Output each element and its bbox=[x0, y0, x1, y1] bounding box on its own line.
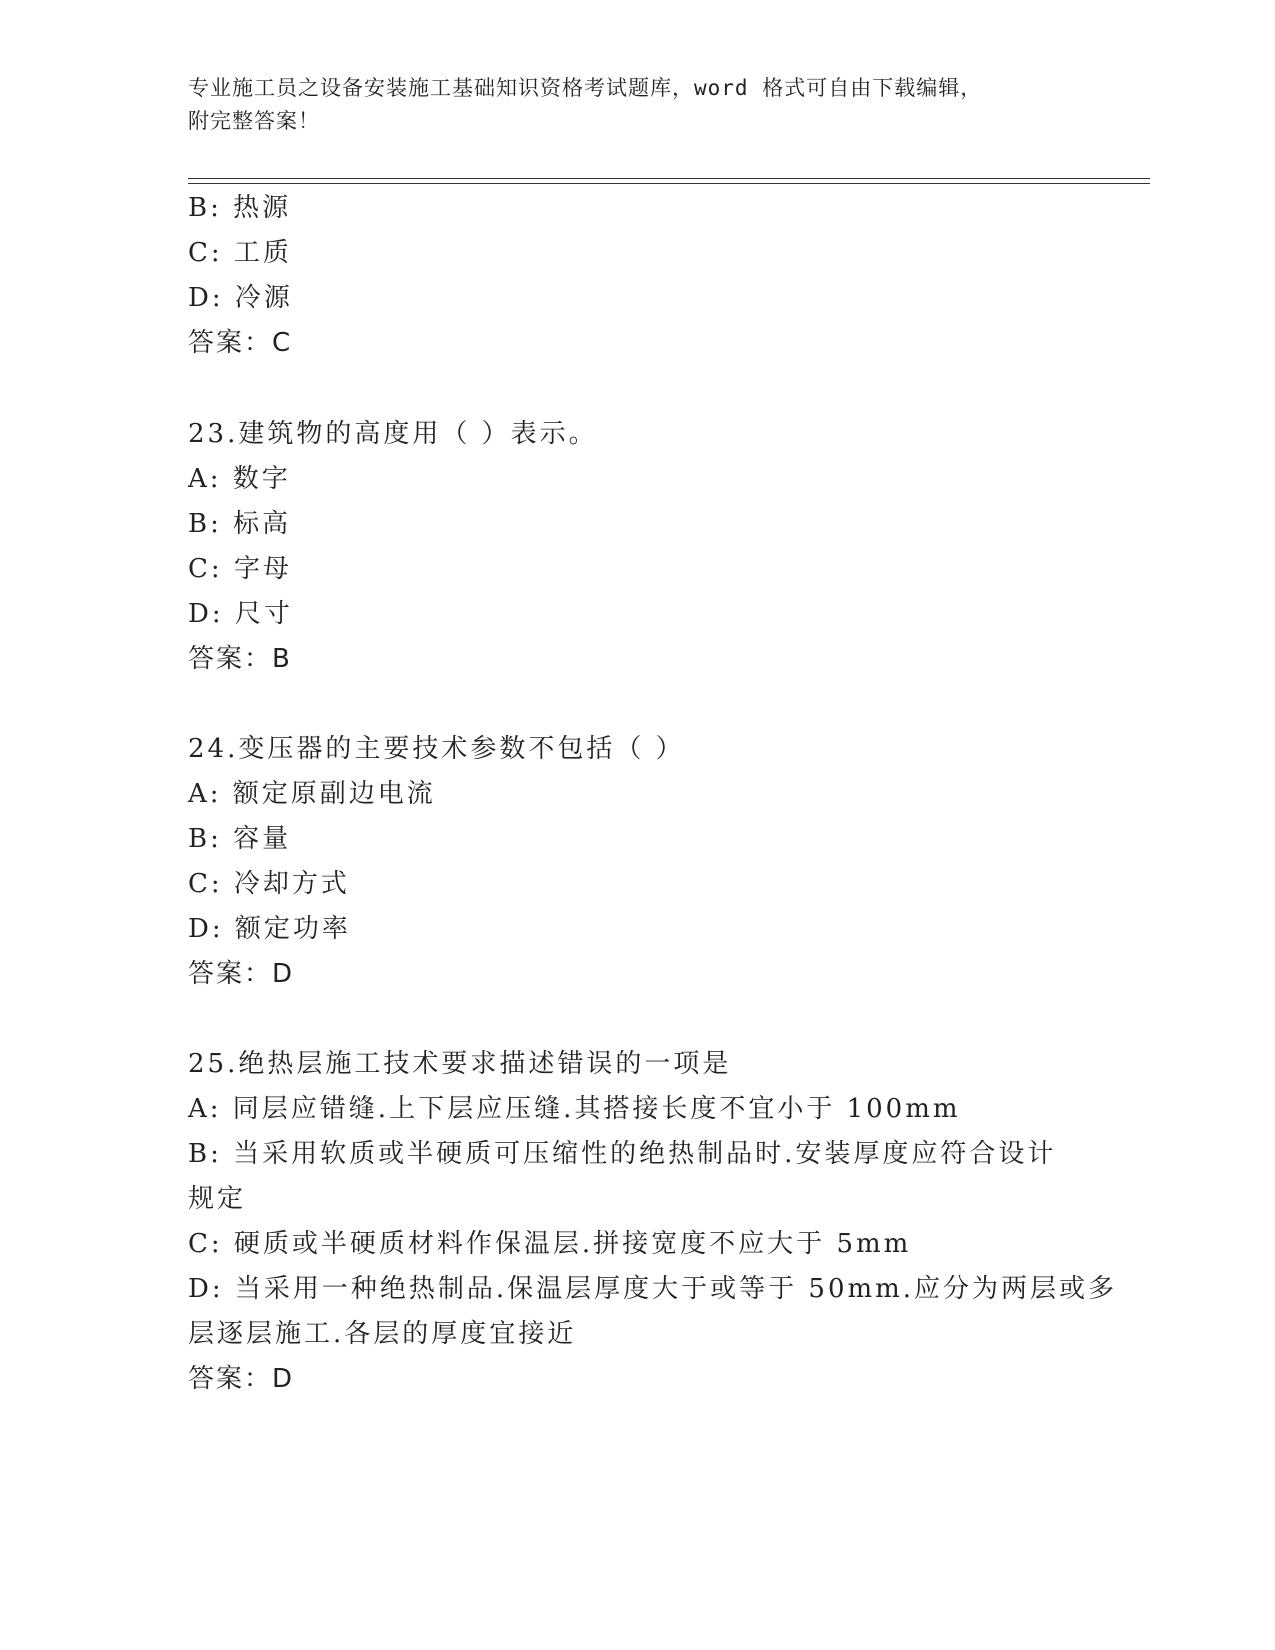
q24-option-d: D: 额定功率 bbox=[188, 914, 351, 944]
header-line-1: 专业施工员之设备安装施工基础知识资格考试题库，word 格式可自由下载编辑， bbox=[188, 76, 983, 100]
document-header bbox=[188, 72, 1088, 138]
q25-option-a: A: 同层应错缝.上下层应压缝.其搭接长度不宜小于 100mm bbox=[188, 1094, 961, 1124]
q25-option-d-line-1: D: 当采用一种绝热制品.保温层厚度大于或等于 50mm.应分为两层或多 bbox=[188, 1274, 1118, 1304]
q25-answer: 答案：D bbox=[188, 1364, 295, 1394]
q22-option-d: D: 冷源 bbox=[188, 283, 293, 313]
q24-question: 24.变压器的主要技术参数不包括（ ） bbox=[188, 734, 685, 764]
header-divider-bottom bbox=[188, 183, 1150, 184]
q24-answer: 答案：D bbox=[188, 959, 295, 989]
header-divider-top bbox=[188, 178, 1150, 179]
q23-option-c: C: 字母 bbox=[188, 554, 292, 584]
q25-option-b-line-1: B: 当采用软质或半硬质可压缩性的绝热制品时.安装厚度应符合设计 bbox=[188, 1139, 1057, 1169]
q23-answer: 答案：B bbox=[188, 644, 292, 674]
q24-option-b: B: 容量 bbox=[188, 824, 292, 854]
q25-option-c: C: 硬质或半硬质材料作保温层.拼接宽度不应大于 5mm bbox=[188, 1229, 912, 1259]
q22-answer: 答案：C bbox=[188, 328, 293, 358]
q25-option-d-line-2: 层逐层施工.各层的厚度宜接近 bbox=[188, 1319, 577, 1349]
q24-option-c: C: 冷却方式 bbox=[188, 869, 350, 899]
q23-option-b: B: 标高 bbox=[188, 509, 292, 539]
q25-option-b-line-2: 规定 bbox=[188, 1184, 247, 1214]
header-line-2: 附完整答案！ bbox=[188, 109, 320, 133]
q24-option-a: A: 额定原副边电流 bbox=[188, 779, 436, 809]
q23-option-a: A: 数字 bbox=[188, 464, 291, 494]
q22-option-c: C: 工质 bbox=[188, 238, 292, 268]
q25-question: 25.绝热层施工技术要求描述错误的一项是 bbox=[188, 1049, 732, 1079]
q22-option-b: B: 热源 bbox=[188, 193, 292, 223]
q23-option-d: D: 尺寸 bbox=[188, 599, 293, 629]
q23-question: 23.建筑物的高度用（ ）表示。 bbox=[188, 419, 598, 449]
